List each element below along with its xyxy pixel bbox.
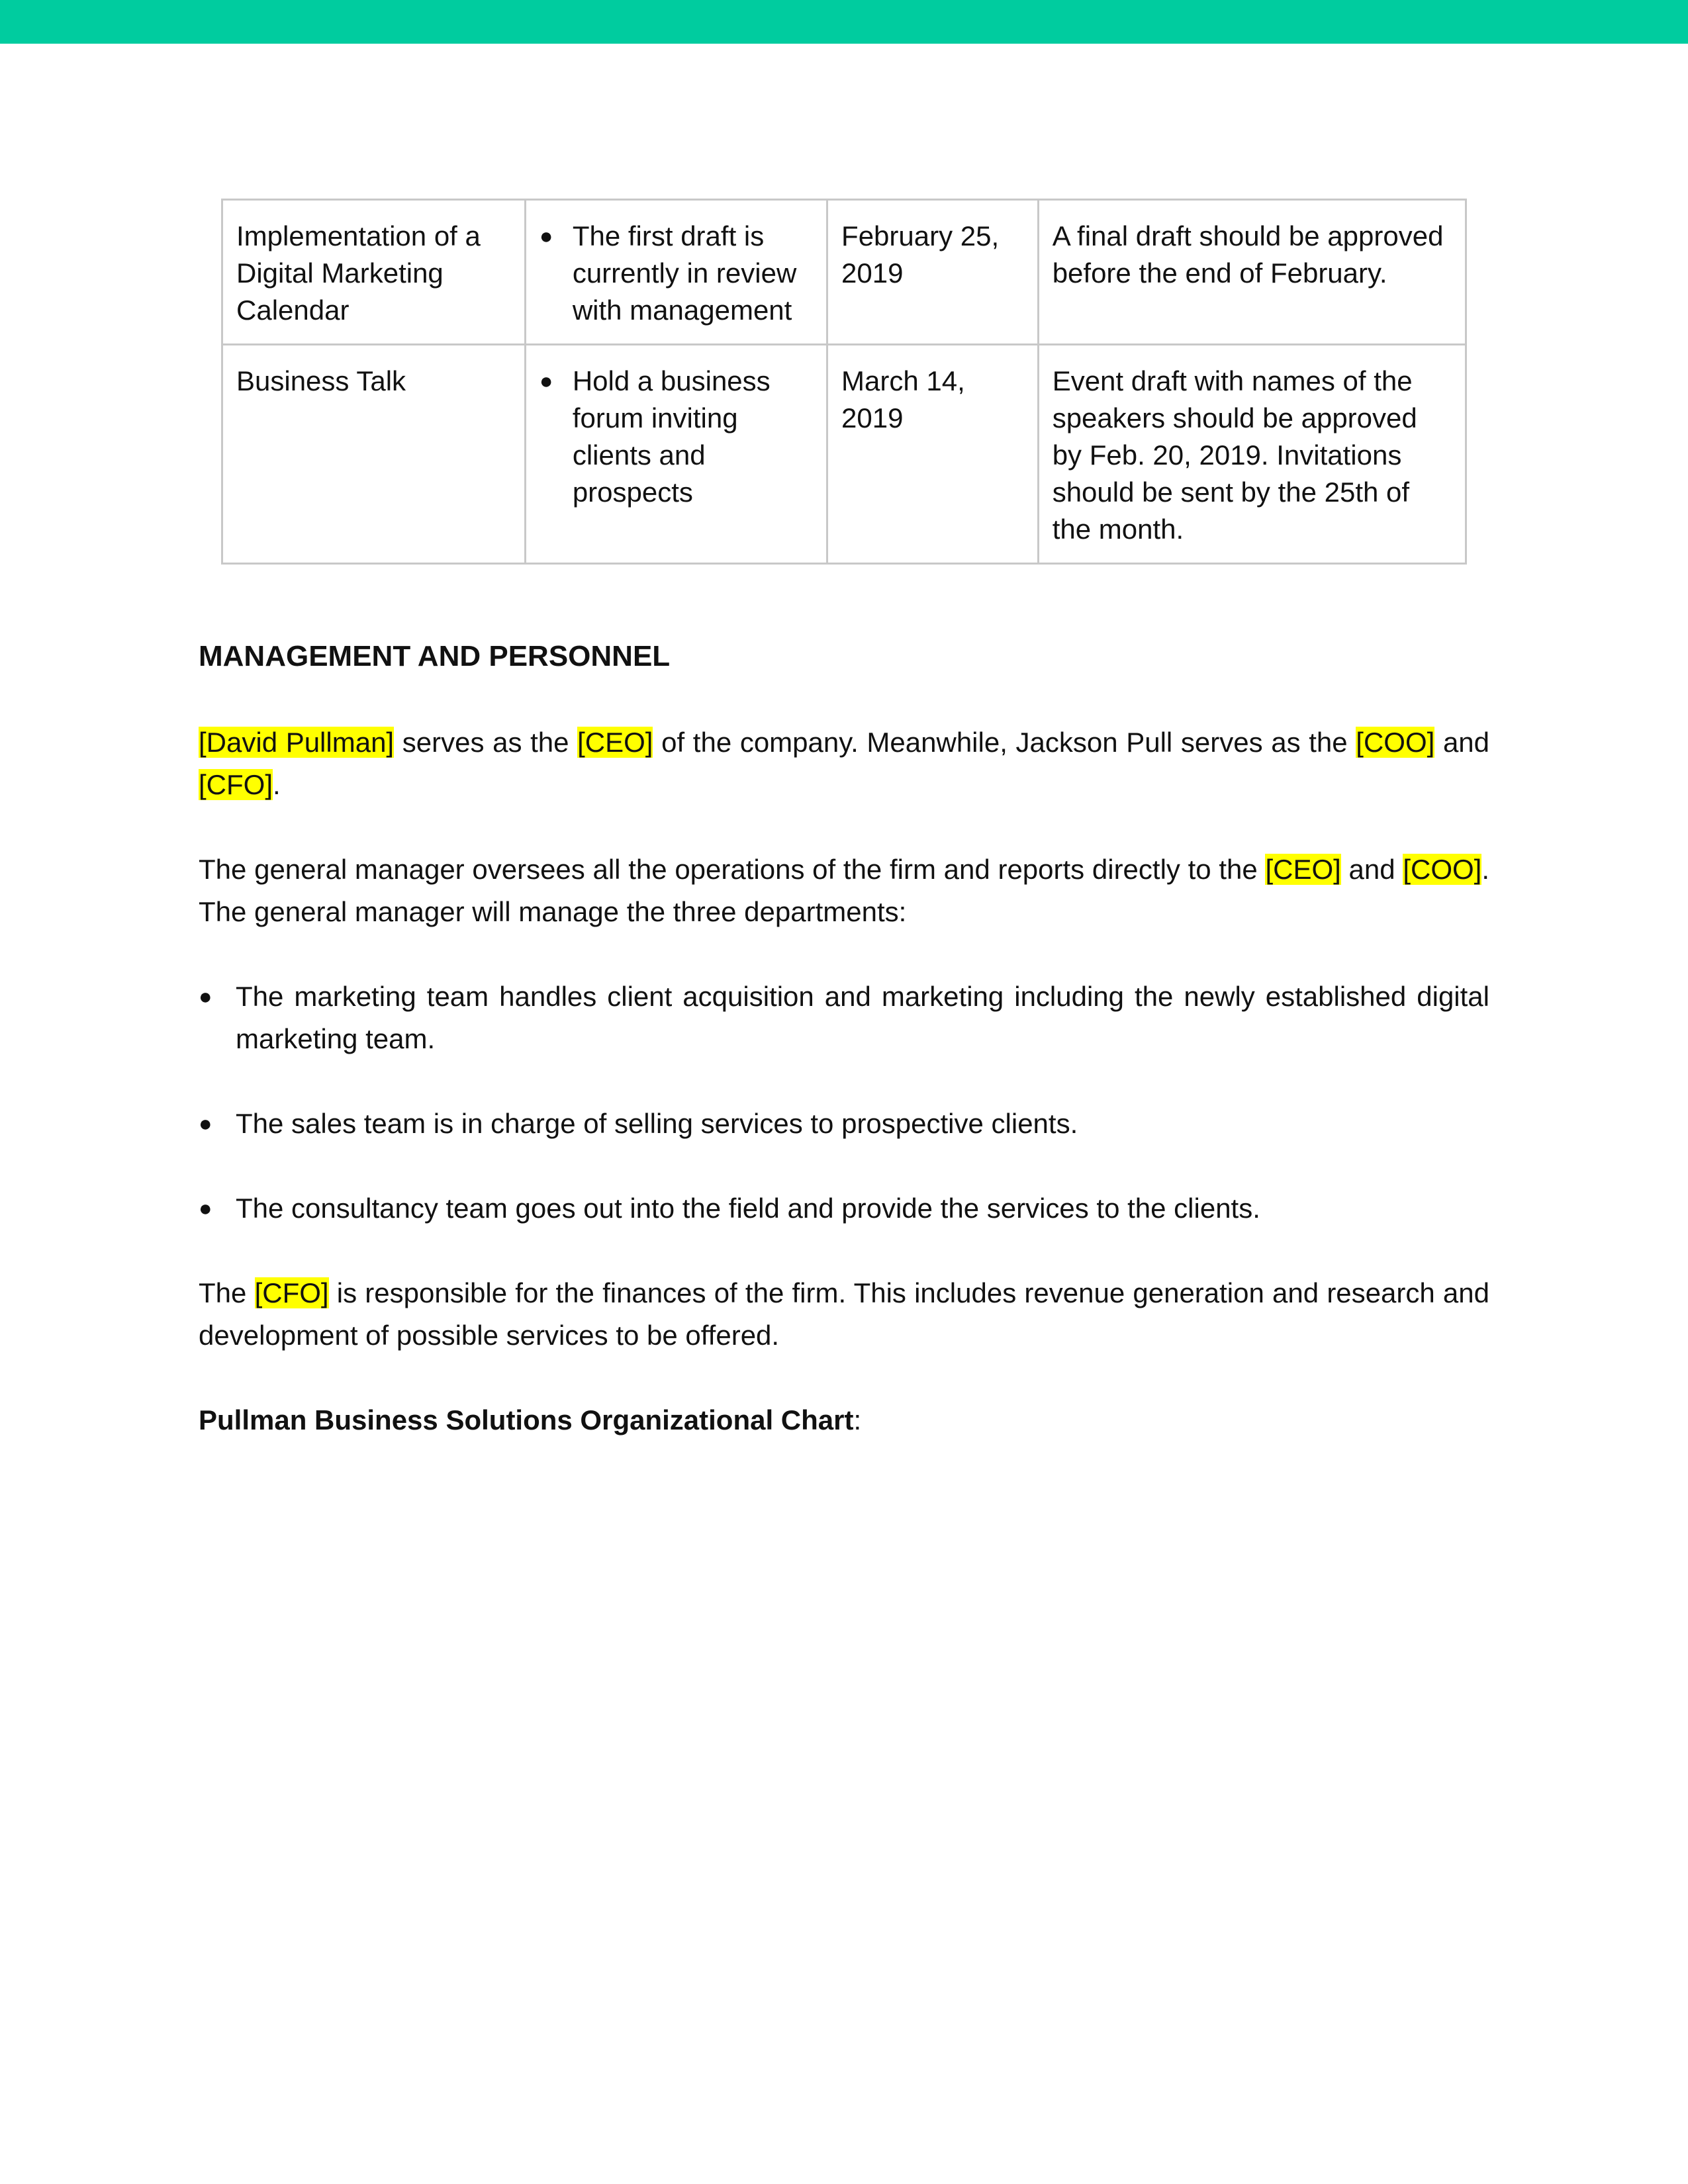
org-chart-title: Pullman Business Solutions Organizational Chart (199, 1404, 854, 1435)
section-heading: MANAGEMENT AND PERSONNEL (199, 640, 671, 672)
table-cell-note: Event draft with names of the speakers should be approved by Feb. 20, 2019. Invitations should be sent by the 25th of the month. (1038, 345, 1466, 564)
bullet-icon: ● (199, 984, 212, 1009)
table-row (222, 345, 1466, 564)
table-cell-status (525, 200, 827, 345)
text-run: . The general manager will manage the three departments: (199, 854, 1489, 927)
status-text: Hold a business forum inviting clients and prospects (572, 365, 771, 508)
table-cell-note: A final draft should be approved before the end of February. (1038, 200, 1466, 345)
ceo-title-placeholder: [CEO] (1265, 854, 1341, 885)
list-item (199, 1103, 1489, 1145)
text-run: . (273, 769, 281, 800)
text-run: of the company. Meanwhile, Jackson Pull serves as the (653, 727, 1356, 758)
table-cell-date: February 25, 2019 (827, 200, 1039, 345)
list-item (199, 976, 1489, 1060)
departments-list (199, 976, 1489, 1230)
department-text: The sales team is in charge of selling services to prospective clients. (236, 1108, 1078, 1139)
text-run: The (199, 1277, 255, 1308)
text-run: and (1434, 727, 1490, 758)
bullet-icon: ● (199, 1196, 212, 1221)
department-text: The consultancy team goes out into the field and provide the services to the clients. (236, 1193, 1260, 1224)
coo-title-placeholder: [COO] (1403, 854, 1482, 885)
general-manager-paragraph (199, 848, 1489, 933)
ceo-name-placeholder: [David Pullman] (199, 727, 395, 758)
leadership-paragraph (199, 721, 1489, 806)
coo-title-placeholder: [COO] (1356, 727, 1435, 758)
table-cell-item: Implementation of a Digital Marketing Calendar (222, 200, 526, 345)
bullet-icon: ● (199, 1111, 212, 1136)
cfo-paragraph (199, 1272, 1489, 1357)
cfo-title-placeholder: [CFO] (254, 1277, 329, 1308)
table-row (222, 200, 1466, 345)
bullet-icon: ● (539, 224, 553, 249)
org-chart-caption (199, 1399, 1489, 1441)
ceo-title-placeholder: [CEO] (577, 727, 653, 758)
cfo-title-placeholder: [CFO] (199, 769, 273, 800)
table-cell-item: Business Talk (222, 345, 526, 564)
text-run: The general manager oversees all the operations of the firm and reports directly to the (199, 854, 1266, 885)
marketing-plan-table (221, 199, 1467, 565)
text-run: is responsible for the finances of the firm. This includes revenue generation and research and development of possible services to be offered. (199, 1277, 1489, 1351)
list-item (199, 1187, 1489, 1230)
header-accent-bar (0, 0, 1688, 44)
bullet-icon: ● (539, 369, 553, 394)
table-cell-status (525, 345, 827, 564)
document-body (199, 635, 1489, 1441)
status-text: The first draft is currently in review with management (572, 220, 797, 326)
text-run: and (1340, 854, 1403, 885)
text-run: serves as the (394, 727, 578, 758)
caption-suffix: : (853, 1404, 862, 1435)
department-text: The marketing team handles client acquisition and marketing including the newly established digital marketing team. (236, 981, 1489, 1054)
table-cell-date: March 14, 2019 (827, 345, 1039, 564)
